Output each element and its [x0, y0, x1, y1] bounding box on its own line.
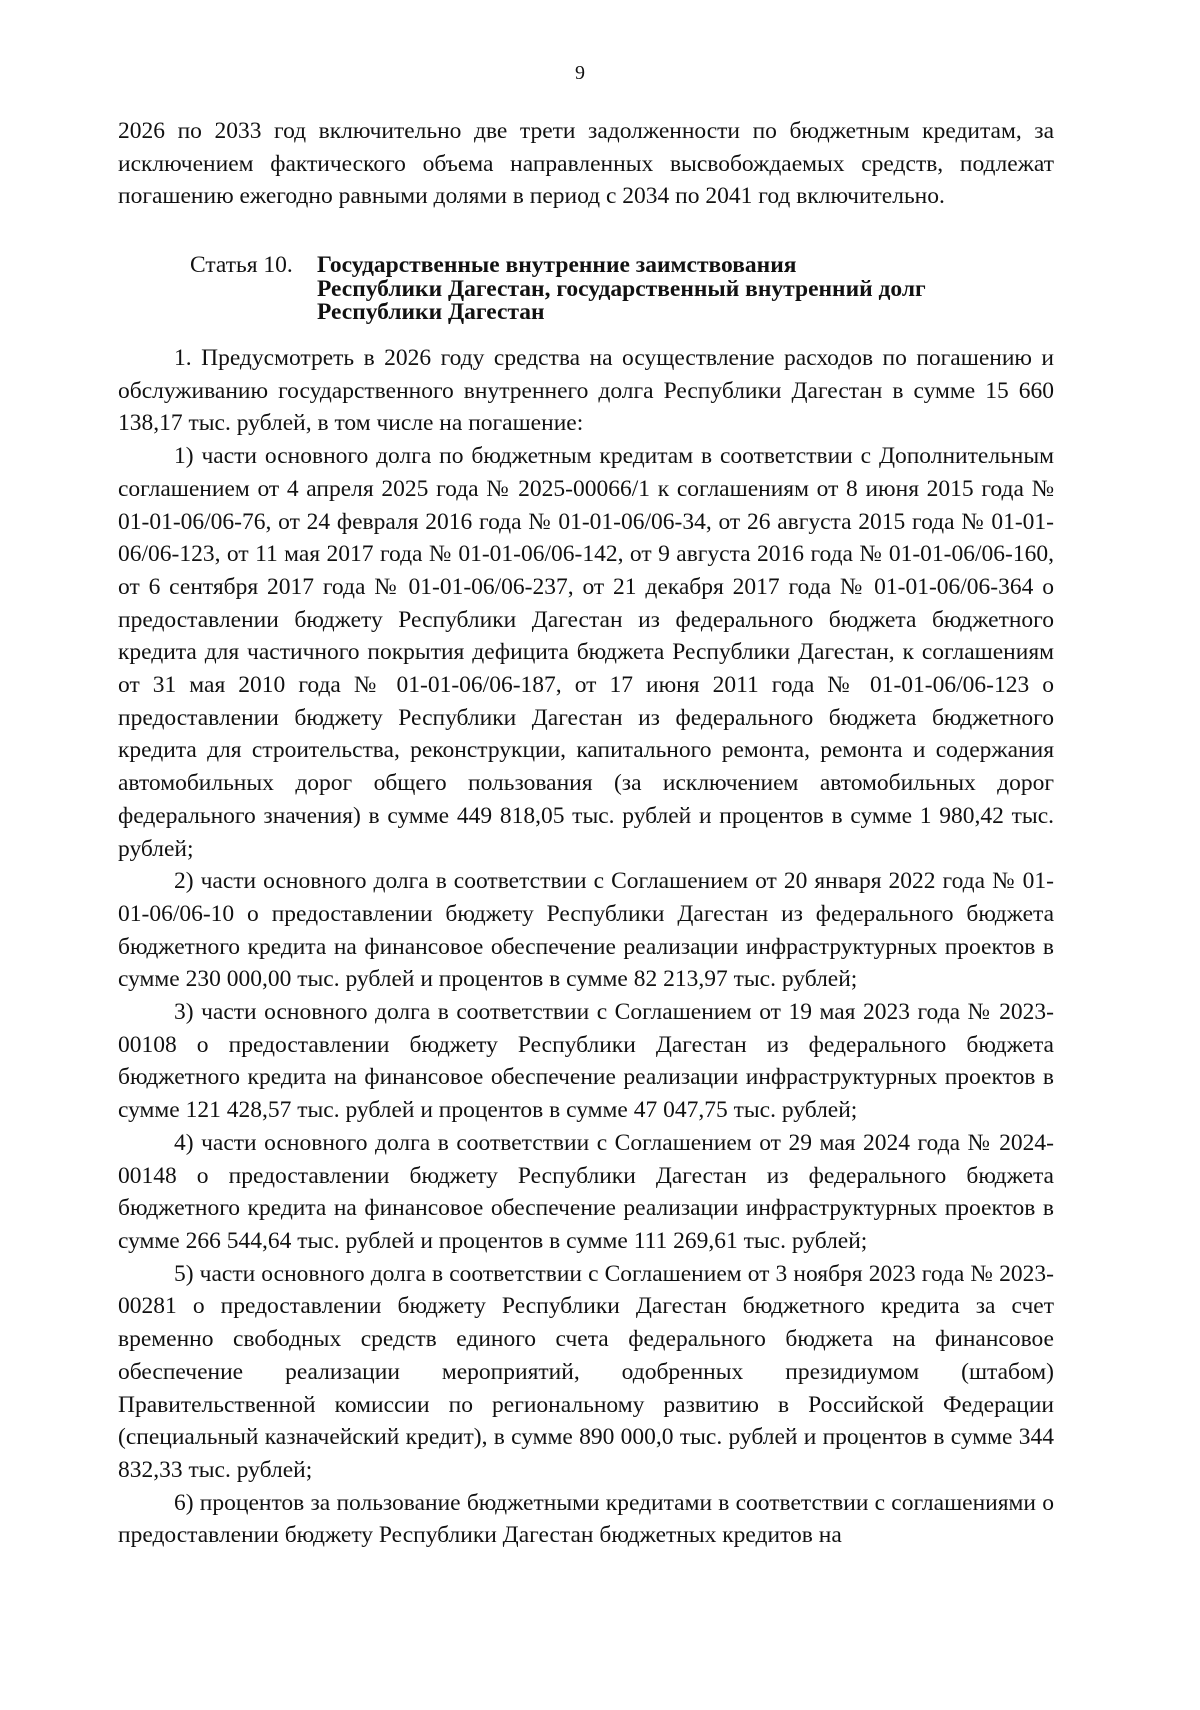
list-item-5: 5) части основного долга в соответствии с Соглашением от 3 ноября 2023 года № 2023-00281 о предоставлении бюджету Республики Дагестан бюджетного кредита за счет временно свободных средств единого счета федерального бюджета на финансовое обеспечение реализации мероприятий, одобренных президиумом (штабом) Правительственной комиссии по региональному развитию в Российской Федерации (специальный казначейский кредит), в сумме 890 000,0 тыс. рублей и процентов в сумме 344 832,33 тыс. рублей;	[118, 1260, 1054, 1483]
list-item-2: 2) части основного долга в соответствии с Соглашением от 20 января 2022 года № 01-01-06/06-10 о предоставлении бюджету Республики Дагестан из федерального бюджета бюджетного кредита на финансовое обеспечение реализации инфраструктурных проектов в сумме 230 000,00 тыс. рублей и процентов в сумме 82 213,97 тыс. рублей;	[118, 868, 1054, 993]
article-title-line: Республики Дагестан, государственный внутренний долг	[317, 275, 926, 302]
article-title-line: Республики Дагестан	[317, 299, 545, 325]
paragraph-1: 1. Предусмотреть в 2026 году средства на осуществление расходов по погашению и обслуживанию государственного внутреннего долга Республики Дагестан в сумме 15 660 138,17 тыс. рублей, в том числе на погашение:	[118, 345, 1054, 437]
article-body	[118, 342, 1054, 1552]
article-title-line: Государственные внутренние заимствования	[317, 252, 797, 278]
page-number: 9	[575, 62, 585, 84]
article-title	[317, 254, 926, 325]
list-item-3: 3) части основного долга в соответствии с Соглашением от 19 мая 2023 года № 2023-00108 о предоставлении бюджету Республики Дагестан из федерального бюджета бюджетного кредита на финансовое обеспечение реализации инфраструктурных проектов в сумме 121 428,57 тыс. рублей и процентов в сумме 47 047,75 тыс. рублей;	[118, 999, 1054, 1124]
continuation-text	[118, 115, 1054, 213]
list-item-6: 6) процентов за пользование бюджетными кредитами в соответствии с соглашениями о предоставлении бюджету Республики Дагестан бюджетных кредитов на	[118, 1489, 1054, 1549]
article-label: Статья 10.	[190, 252, 293, 278]
list-item-1: 1) части основного долга по бюджетным кредитам в соответствии с Дополнительным соглашением от 4 апреля 2025 года № 2025-00066/1 к соглашениям от 8 июня 2015 года № 01-01-06/06-76, от 24 февраля 2016 года № 01-01-06/06-34, от 26 августа 2015 года № 01-01-06/06-123, от 11 мая 2017 года № 01-01-06/06-142, от 9 августа 2016 года № 01-01-06/06-160, от 6 сентября 2017 года № 01-01-06/06-237, от 21 декабря 2017 года № 01-01-06/06-364 о предоставлении бюджету Республики Дагестан из федерального бюджета бюджетного кредита для частичного покрытия дефицита бюджета Республики Дагестан, к соглашениям от 31 мая 2010 года № 01-01-06/06-187, от 17 июня 2011 года № 01-01-06/06-123 о предоставлении бюджету Республики Дагестан из федерального бюджета бюджетного кредита для строительства, реконструкции, капитального ремонта, ремонта и содержания автомобильных дорог общего пользования (за исключением автомобильных дорог федерального значения) в сумме 449 818,05 тыс. рублей и процентов в сумме 1 980,42 тыс. рублей;	[118, 443, 1054, 862]
continuation-paragraph: 2026 по 2033 год включительно две трети задолженности по бюджетным кредитам, за исключением фактического объема направленных высвобождаемых средств, подлежат погашению ежегодно равными долями в период с 2034 по 2041 год включительно.	[118, 118, 1054, 210]
list-item-4: 4) части основного долга в соответствии с Соглашением от 29 мая 2024 года № 2024-00148 о предоставлении бюджету Республики Дагестан из федерального бюджета бюджетного кредита на финансовое обеспечение реализации инфраструктурных проектов в сумме 266 544,64 тыс. рублей и процентов в сумме 111 269,61 тыс. рублей;	[118, 1129, 1054, 1254]
